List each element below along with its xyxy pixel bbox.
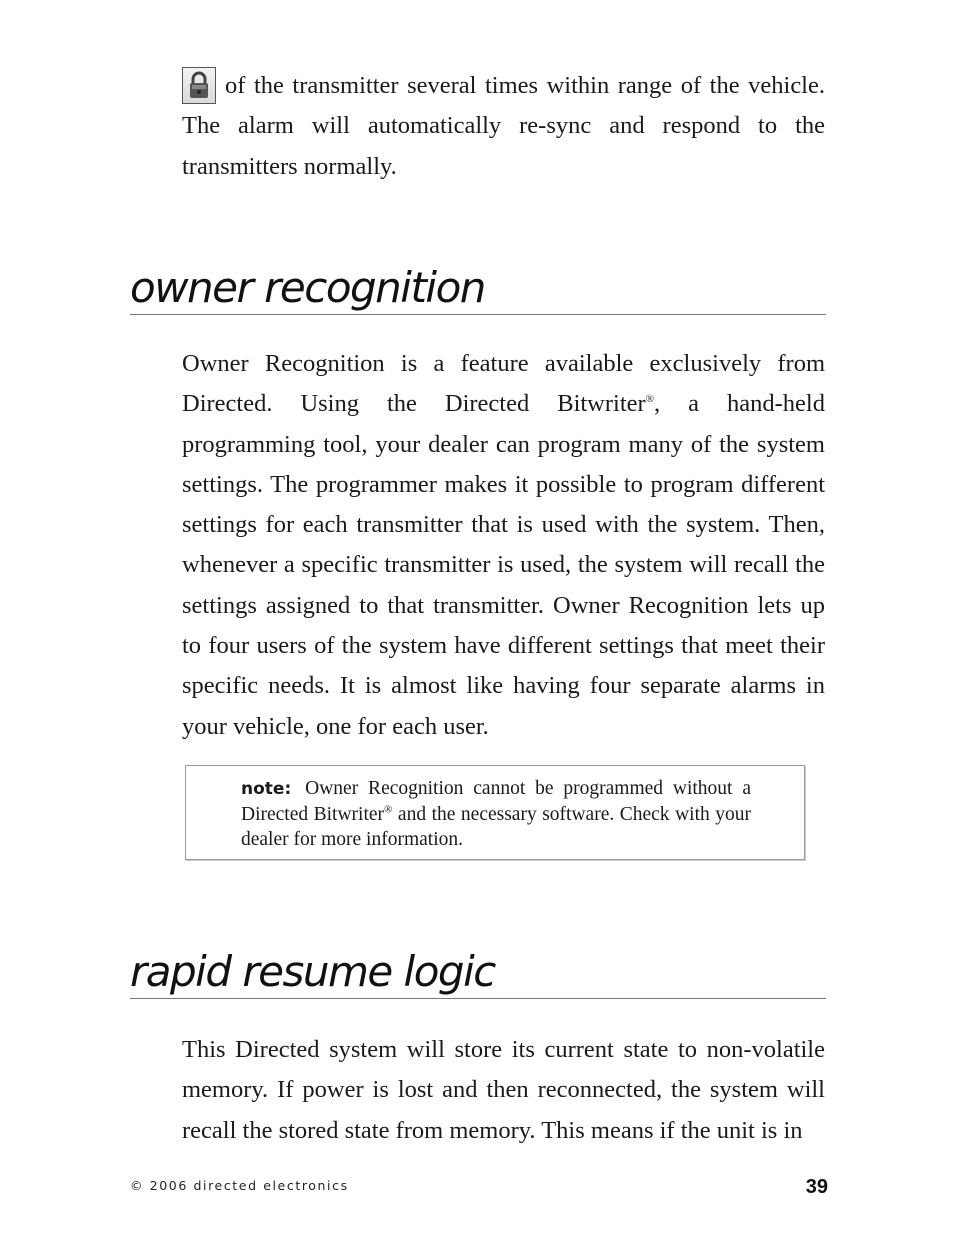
footer-copyright: © 2006 directed electronics <box>130 1178 349 1193</box>
owner-recognition-text-1: Owner Recognition is a feature available exclusively from Directed. Using the Directed Bitwriter <box>182 350 825 418</box>
note-registered-mark: ® <box>384 803 393 816</box>
rapid-resume-logic-heading: rapid resume logic <box>130 946 826 999</box>
intro-text: of the transmitter several times within range of the vehicle. The alarm will automatically re-sync and respond to the transmitters normally. <box>182 72 825 180</box>
note-label: note: <box>241 779 292 799</box>
owner-recognition-heading: owner recognition <box>130 262 826 315</box>
page-number: 39 <box>805 1176 828 1198</box>
lock-icon <box>182 67 216 104</box>
note-text <box>241 776 751 852</box>
registered-mark: ® <box>645 393 655 406</box>
note-text-2: and the necessary software. Check with your dealer for more information. <box>241 804 751 850</box>
note-text-1: Owner Recognition cannot be programmed without a Directed Bitwriter <box>241 778 752 825</box>
note-box <box>185 765 805 860</box>
intro-paragraph <box>182 66 825 187</box>
owner-recognition-paragraph <box>182 344 825 747</box>
rapid-resume-paragraph: This Directed system will store its current state to non-volatile memory. If power is lost and then reconnected, the system will recall the stored state from memory. This means if the unit is in <box>182 1036 825 1144</box>
owner-recognition-text-2: , a hand-held programming tool, your dealer can program many of the system settings. The programmer makes it possible to program different settings for each transmitter that is used with the system. Then, whenever a specific transmitter is used, the system will recall the settings assigned to that transmitter. Owner Recognition lets up to four users of the system have different settings that meet their specific needs. It is almost like having four separate alarms in your vehicle, one for each user. <box>182 390 825 740</box>
